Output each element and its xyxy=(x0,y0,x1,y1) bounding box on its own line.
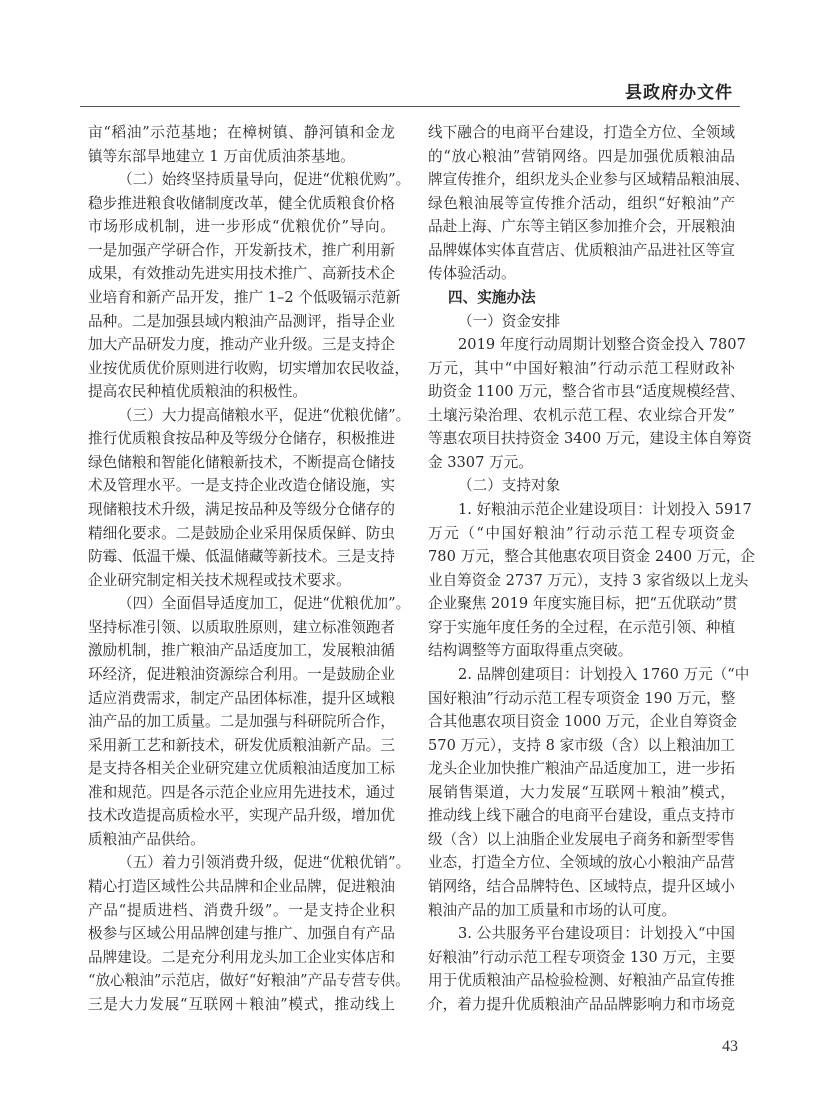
section-heading-line: （四）全面倡导适度加工，促进“优粮优加”。 xyxy=(118,595,411,613)
text-line: 油产品的加工质量。二是加强与科研院所合作， xyxy=(88,713,395,731)
text-line: 坚持标准引领、以质取胜原则，建立标准领跑者 xyxy=(88,618,395,636)
text-line: 业态，打造全方位、全领域的放心小粮油产品营 xyxy=(428,854,735,872)
text-line: 亩“稻油”示范基地；在樟树镇、静河镇和金龙 xyxy=(88,124,395,141)
text-line: 适应消费需求，制定产品团体标准，提升区域粮 xyxy=(88,689,395,707)
text-line: 业按优质优价原则进行收购，切实增加农民收益， xyxy=(88,359,410,377)
text-line: 万元（“中国好粮油”行动示范工程专项资金 xyxy=(428,524,735,542)
text-line: 市场形成机制，进一步形成“优粮优价”导向。 xyxy=(88,218,395,236)
section-heading-line: 3. 公共服务平台建设项目：计划投入“中国 xyxy=(458,925,735,943)
text-line: 品牌建设。二是充分利用龙头加工企业实体店和 xyxy=(88,948,395,966)
text-line: 品牌媒体实体直营店、优质粮油产品进社区等宣 xyxy=(428,241,735,259)
text-line: 企业聚焦 2019 年度实施目标，把“五优联动”贯 xyxy=(428,595,738,613)
text-line: 业自筹资金 2737 万元），支持 3 家省级以上龙头 xyxy=(428,571,749,589)
text-line: 传体验活动。 xyxy=(428,265,516,283)
text-line: 土壤污染治理、农机示范工程、农业综合开发” xyxy=(428,406,735,424)
text-line: 现储粮技术升级，满足按品种及等级分仓储存的 xyxy=(88,501,395,518)
text-line: 牌宣传推介，组织龙头企业参与区域精品粮油展、 xyxy=(428,171,750,189)
text-line: 销网络，结合品牌特色、区域特点，提升区域小 xyxy=(428,878,735,895)
text-line: 的“放心粮油”营销网络。四是加强优质粮油品 xyxy=(428,147,735,165)
text-line: 570 万元），支持 8 家市级（含）以上粮油加工 xyxy=(428,736,735,754)
text-line: 好粮油”行动示范工程专项资金 130 万元，主要 xyxy=(428,948,736,966)
section-heading-line: （五）着力引领消费升级，促进“优粮优销”。 xyxy=(118,854,411,872)
section-heading-line: 1. 好粮油示范企业建设项目：计划投入 5917 xyxy=(458,501,752,518)
section-heading-line: （一）资金安排 xyxy=(458,312,561,330)
text-line: 穿于实施年度任务的全过程，在示范引领、种植 xyxy=(428,618,735,636)
text-line: 极参与区域公用品牌创建与推广、加强自有产品 xyxy=(88,925,395,943)
text-line: 品种。二是加强县域内粮油产品测评，指导企业 xyxy=(88,312,395,330)
text-line: 推行优质粮食按品种及等级分仓储存，积极推进 xyxy=(88,430,395,448)
text-line: 企业研究制定相关技术规程或技术要求。 xyxy=(88,571,351,589)
text-line: 三是大力发展“互联网＋粮油”模式，推动线上 xyxy=(88,995,395,1013)
text-line: 产品“提质进档、消费升级”。一是支持企业积 xyxy=(88,901,395,919)
text-line: 龙头企业加快推广粮油产品适度加工，进一步拓 xyxy=(428,760,735,778)
text-line: 780 万元，整合其他惠农项目资金 2400 万元，企 xyxy=(428,548,756,566)
text-line: 镇等东部旱地建立 1 万亩优质油茶基地。 xyxy=(88,147,355,165)
text-line: 一是加强产学研合作，开发新技术，推广利用新 xyxy=(88,241,395,259)
text-line: 激励机制，推广粮油产品适度加工，发展粮油循 xyxy=(88,642,395,660)
section-heading-line: 四、实施办法 xyxy=(448,288,536,306)
header-divider xyxy=(80,106,740,107)
text-line: 2019 年度行动周期计划整合资金投入 7807 xyxy=(458,336,746,354)
text-line: 技术改造提高质检水平，实现产品升级，增加优 xyxy=(88,807,395,825)
section-heading-line: （三）大力提高储粮水平，促进“优粮优储”。 xyxy=(118,406,411,424)
text-line: 级（含）以上油脂企业发展电子商务和新型零售 xyxy=(428,830,735,848)
section-heading-line: （二）支持对象 xyxy=(458,477,561,495)
text-line: 等惠农项目扶持资金 3400 万元，建设主体自筹资 xyxy=(428,430,752,448)
text-line: 提高农民种植优质粮油的积极性。 xyxy=(88,383,307,401)
text-line: 粮油产品的加工质量和市场的认可度。 xyxy=(428,901,677,919)
text-line: 结构调整等方面取得重点突破。 xyxy=(428,642,633,660)
running-header-title: 县政府办文件 xyxy=(625,83,733,103)
right-text-column xyxy=(428,121,756,1016)
text-line: 绿色粮油展等宣传推介活动，组织“好粮油”产 xyxy=(428,194,735,212)
text-line: 加大产品研发力度，推动产业升级。三是支持企 xyxy=(88,336,395,354)
page-number: 43 xyxy=(722,1038,738,1055)
text-line: “放心粮油”示范店，做好“好粮油”产品专营专供。 xyxy=(88,972,410,990)
left-text-column xyxy=(88,121,411,1016)
text-line: 金 3307 万元。 xyxy=(428,453,533,471)
text-line: 成果，有效推动先进实用技术推广、高新技术企 xyxy=(88,265,395,283)
text-line: 精心打造区域性公共品牌和企业品牌，促进粮油 xyxy=(88,878,395,895)
text-line: 国好粮油”行动示范工程专项资金 190 万元，整 xyxy=(428,689,736,707)
text-line: 推动线上线下融合的电商平台建设，重点支持市 xyxy=(428,807,735,825)
text-line: 环经济，促进粮油资源综合利用。一是鼓励企业 xyxy=(88,665,395,683)
text-line: 用于优质粮油产品检验检测、好粮油产品宣传推 xyxy=(428,972,735,990)
section-heading-line: （二）始终坚持质量导向，促进“优粮优购”。 xyxy=(118,171,411,189)
text-line: 准和规范。四是各示范企业应用先进技术，通过 xyxy=(88,783,395,801)
section-heading-line: 2. 品牌创建项目：计划投入 1760 万元（“中 xyxy=(458,665,750,683)
text-line: 质粮油产品供给。 xyxy=(88,830,205,848)
text-line: 品赴上海、广东等主销区参加推介会，开展粮油 xyxy=(428,218,735,236)
text-line: 精细化要求。二是鼓励企业采用保质保鲜、防虫 xyxy=(88,524,395,542)
text-line: 绿色储粮和智能化储粮新技术，不断提高仓储技 xyxy=(88,453,395,471)
text-line: 防霉、低温干燥、低温储藏等新技术。三是支持 xyxy=(88,548,395,566)
text-line: 万元，其中“中国好粮油”行动示范工程财政补 xyxy=(428,359,735,377)
text-line: 采用新工艺和新技术，研发优质粮油新产品。三 xyxy=(88,736,395,754)
text-line: 是支持各相关企业研究建立优质粮油适度加工标 xyxy=(88,760,395,778)
text-line: 业培育和新产品开发，推广 1–2 个低吸镉示范新 xyxy=(88,288,401,306)
text-line: 合其他惠农项目资金 1000 万元，企业自筹资金 xyxy=(428,713,738,731)
text-line: 稳步推进粮食收储制度改革，健全优质粮食价格 xyxy=(88,194,395,212)
text-line: 介，着力提升优质粮油产品品牌影响力和市场竞 xyxy=(428,995,735,1013)
text-line: 展销售渠道，大力发展“互联网＋粮油”模式， xyxy=(428,783,735,801)
text-line: 术及管理水平。一是支持企业改造仓储设施，实 xyxy=(88,477,395,495)
text-line: 线下融合的电商平台建设，打造全方位、全领域 xyxy=(428,124,735,141)
text-line: 助资金 1100 万元，整合省市县“适度规模经营、 xyxy=(428,383,745,401)
